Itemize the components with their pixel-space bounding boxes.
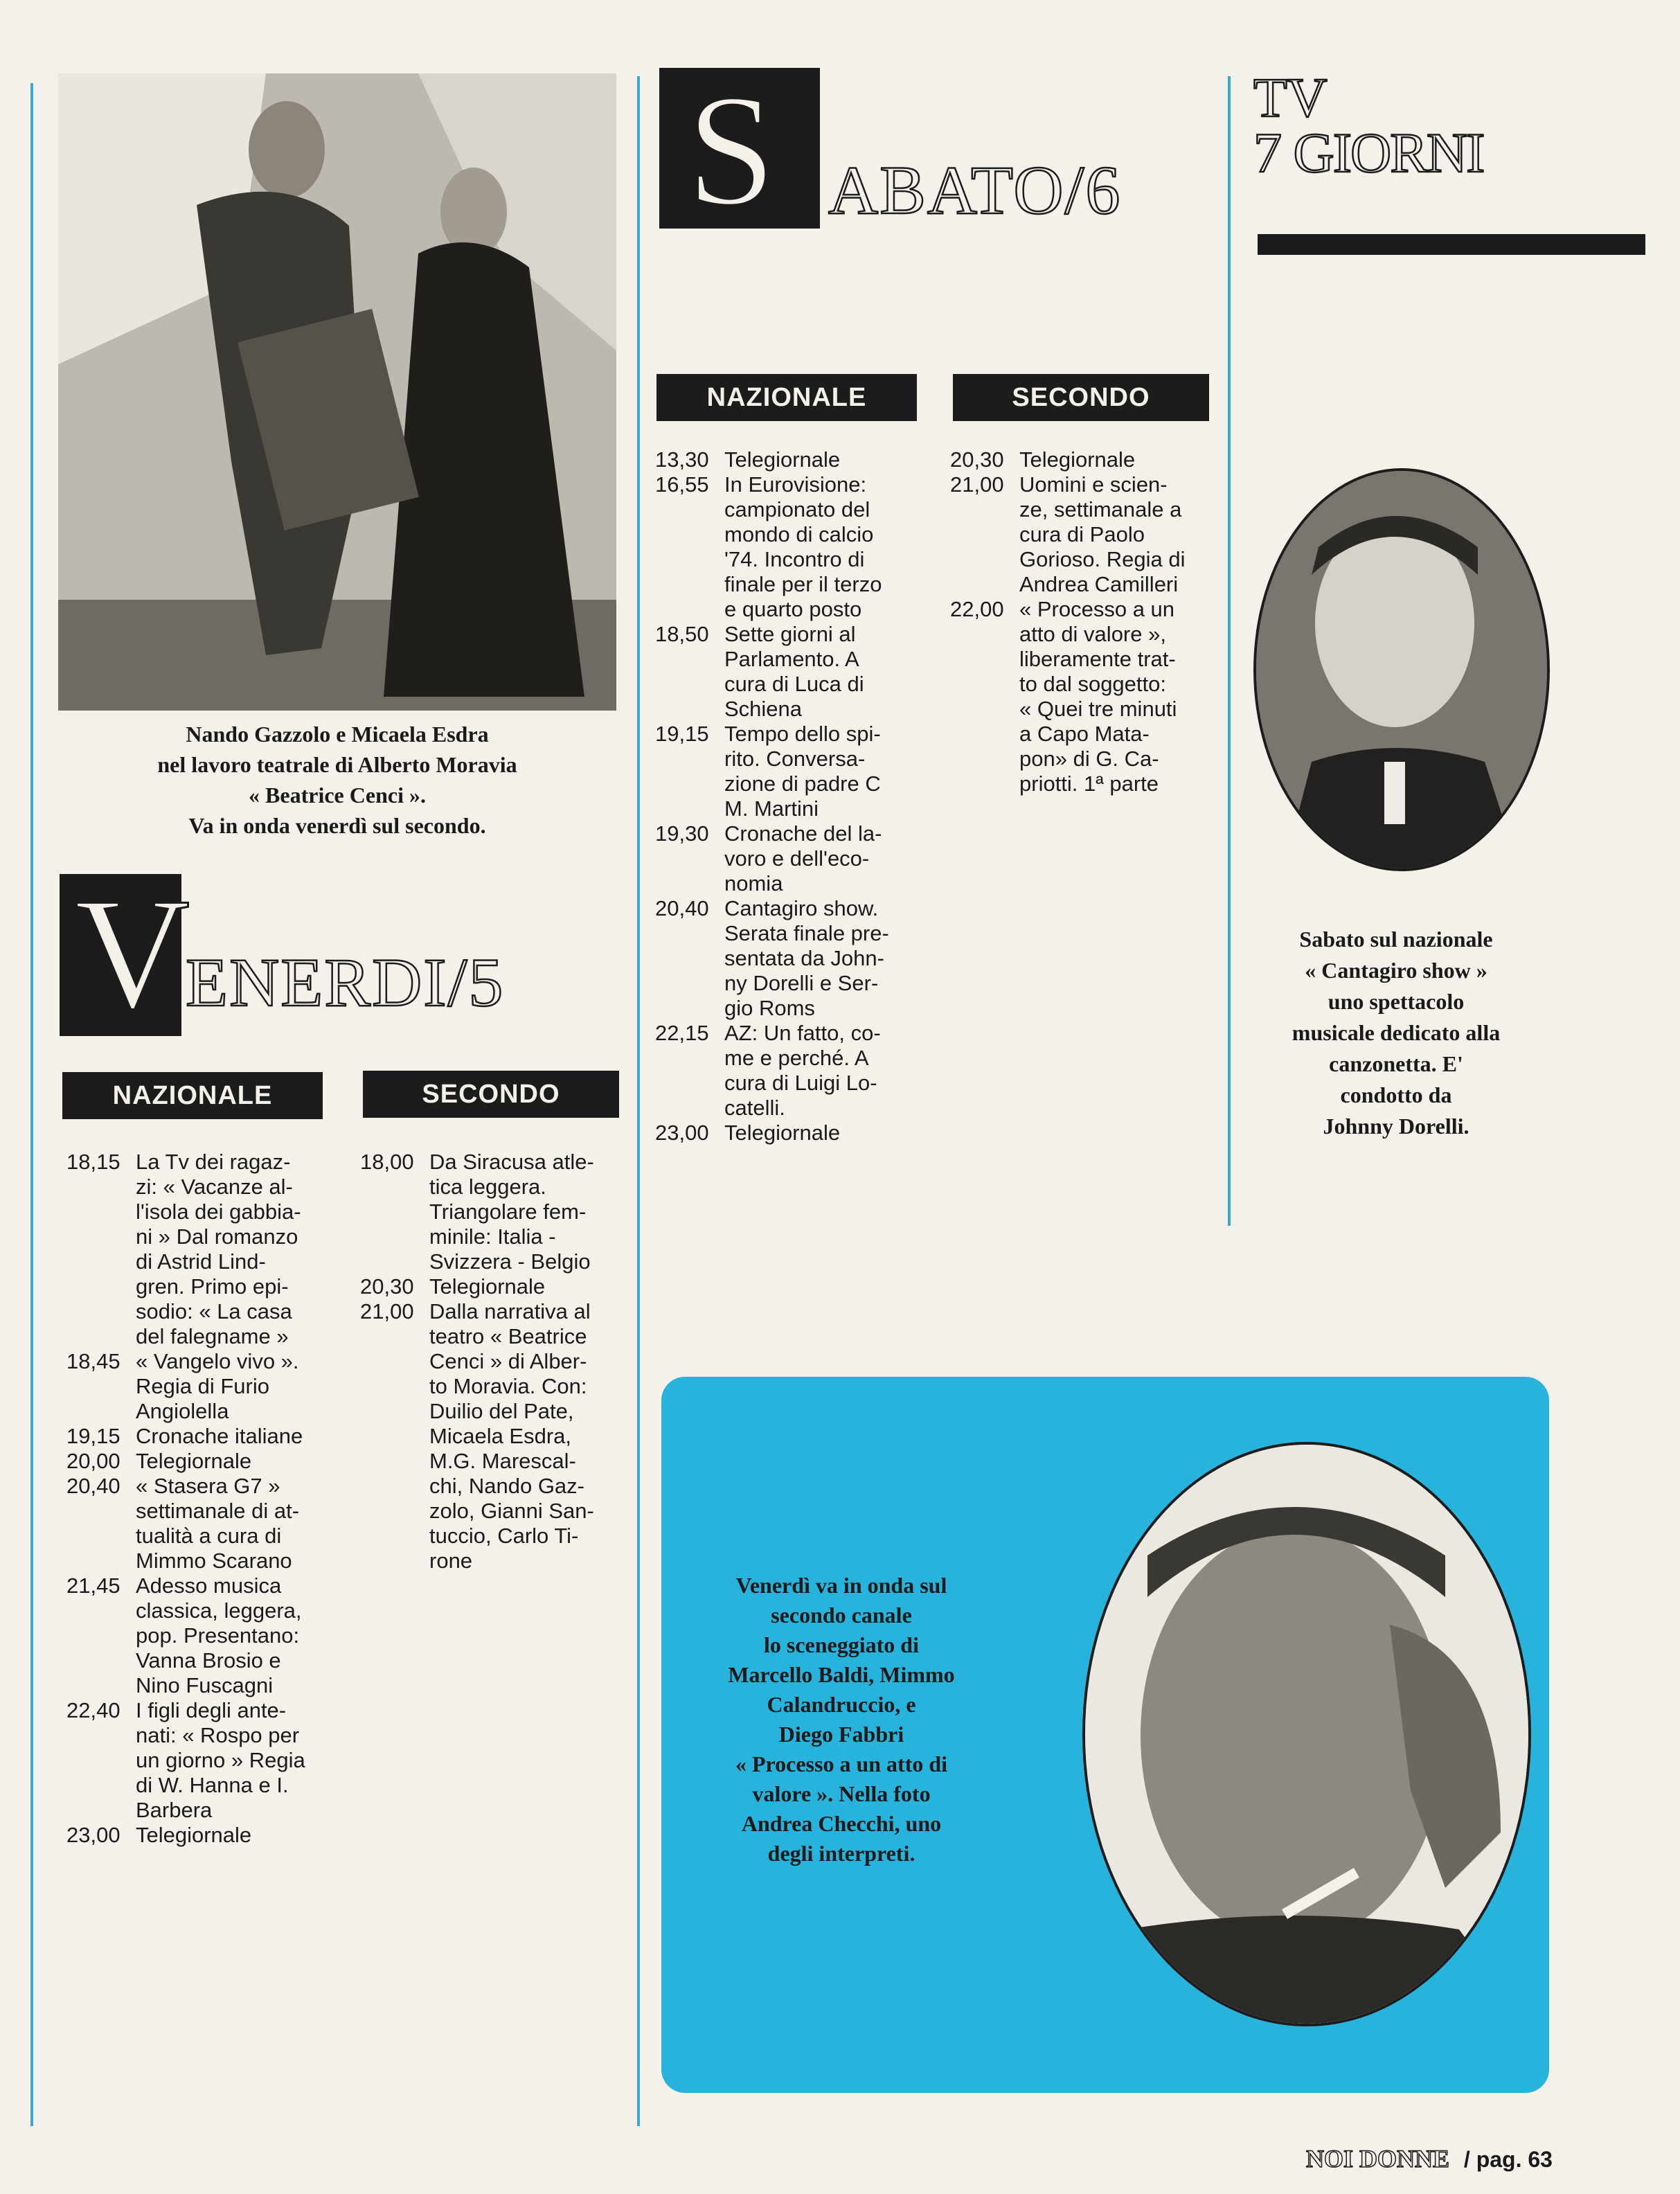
schedule-program: Cronache italiane	[136, 1424, 303, 1448]
caption-line: valore ». Nella foto	[752, 1781, 931, 1806]
caption-line: Sabato sul nazionale	[1299, 927, 1493, 952]
column-rule-right	[1228, 76, 1231, 1226]
schedule-entry	[950, 597, 1213, 796]
sabato-nazionale-label: NAZIONALE	[656, 374, 917, 421]
schedule-time: 22,15	[655, 1021, 709, 1045]
caption-line: Va in onda venerdì sul secondo.	[188, 813, 486, 838]
photo-johnny-dorelli	[1253, 468, 1550, 871]
sabato-initial-box	[659, 62, 820, 238]
caption-line: Andrea Checchi, uno	[741, 1811, 942, 1836]
venerdi-secondo-label: SECONDO	[363, 1071, 619, 1118]
schedule-entry	[655, 1121, 917, 1145]
schedule-program: Sette giorni al Parlamento. A cura di Luca di Schiena	[724, 622, 864, 721]
venerdi-secondo-schedule	[360, 1150, 623, 1573]
venerdi-initial-box	[60, 865, 190, 1042]
schedule-time: 21,45	[66, 1573, 120, 1598]
schedule-program: La Tv dei ragaz- zi: « Vacanze al- l'isola dei gabbia- ni » Dal romanzo di Astrid Lind- gren. Primo epi- sodio: « La casa del falegname »	[136, 1150, 301, 1348]
caption-line: canzonetta. E'	[1329, 1051, 1463, 1076]
caption-line: Marcello Baldi, Mimmo	[728, 1662, 955, 1687]
schedule-time: 20,30	[360, 1274, 414, 1299]
schedule-entry	[655, 722, 917, 821]
schedule-entry	[655, 821, 917, 896]
schedule-entry	[950, 472, 1213, 597]
schedule-time: 23,00	[66, 1823, 120, 1847]
schedule-time: 18,50	[655, 622, 709, 646]
schedule-entry	[66, 1698, 328, 1823]
masthead	[1253, 68, 1655, 184]
schedule-entry	[66, 1424, 328, 1449]
sabato-initial-letter: S	[687, 62, 776, 238]
caption-line: nel lavoro teatrale di Alberto Moravia	[157, 752, 517, 777]
schedule-program: Tempo dello spi- rito. Conversa- zione di padre C M. Martini	[724, 722, 881, 821]
footer-magazine: NOI DONNE	[1306, 2145, 1450, 2173]
masthead-rule	[1258, 234, 1645, 255]
schedule-time: 21,00	[360, 1299, 414, 1323]
schedule-program: In Eurovisione: campionato del mondo di calcio '74. Incontro di finale per il terzo e quarto posto	[724, 472, 882, 621]
photo-caption-top	[58, 719, 616, 841]
caption-right	[1237, 924, 1555, 1142]
schedule-entry	[360, 1150, 623, 1274]
caption-line: Venerdì va in onda sul	[735, 1573, 947, 1598]
schedule-entry	[655, 896, 917, 1021]
schedule-program: Cronache del la- voro e dell'eco- nomia	[724, 821, 882, 895]
schedule-program: Da Siracusa atle- tica leggera. Triangolare fem- minile: Italia - Svizzera - Belgio	[429, 1150, 594, 1274]
schedule-program: « Stasera G7 » settimanale di at- tualità a cura di Mimmo Scarano	[136, 1474, 300, 1573]
caption-line: « Processo a un atto di	[735, 1751, 948, 1776]
sabato-title: ABATO/6	[828, 152, 1122, 229]
schedule-time: 21,00	[950, 472, 1004, 497]
caption-line: musicale dedicato alla	[1292, 1020, 1501, 1045]
schedule-program: Telegiornale	[429, 1274, 546, 1299]
caption-line: Nando Gazzolo e Micaela Esdra	[186, 722, 489, 747]
caption-line: Calandruccio, e	[767, 1692, 916, 1717]
caption-line: « Cantagiro show »	[1305, 958, 1487, 983]
schedule-entry	[655, 472, 917, 622]
schedule-entry	[950, 447, 1213, 472]
schedule-program: Telegiornale	[724, 447, 841, 472]
schedule-entry	[655, 447, 917, 472]
masthead-tv: TV	[1253, 68, 1328, 129]
schedule-program: Adesso musica classica, leggera, pop. Presentano: Vanna Brosio e Nino Fuscagni	[136, 1573, 302, 1697]
venerdi-nazionale-label: NAZIONALE	[62, 1072, 323, 1119]
schedule-time: 19,15	[66, 1424, 120, 1448]
schedule-entry	[655, 1021, 917, 1121]
caption-line: lo sceneggiato di	[764, 1632, 919, 1657]
schedule-time: 22,40	[66, 1698, 120, 1722]
schedule-time: 19,30	[655, 821, 709, 846]
column-rule-left	[30, 83, 33, 2126]
caption-line: condotto da	[1340, 1082, 1452, 1107]
schedule-time: 20,00	[66, 1449, 120, 1473]
schedule-time: 16,55	[655, 472, 709, 497]
schedule-program: Dalla narrativa al teatro « Beatrice Cenci » di Alber- to Moravia. Con: Duilio del Pate, Micaela Esdra, M.G. Marescal- chi, Nando Gaz- zolo, Gianni San- tuccio, Carlo Ti- rone	[429, 1299, 594, 1573]
schedule-time: 20,40	[66, 1474, 120, 1498]
schedule-entry	[66, 1349, 328, 1424]
caption-line: « Beatrice Cenci ».	[249, 783, 426, 808]
schedule-entry	[66, 1823, 328, 1848]
venerdi-title: ENERDI/5	[186, 944, 505, 1021]
schedule-program: Telegiornale	[136, 1823, 252, 1847]
sabato-nazionale-schedule	[655, 447, 917, 1145]
schedule-program: Telegiornale	[724, 1121, 841, 1145]
venerdi-initial-letter: V	[75, 865, 190, 1042]
schedule-time: 22,00	[950, 597, 1004, 621]
schedule-time: 18,00	[360, 1150, 414, 1174]
caption-line: Diego Fabbri	[778, 1722, 904, 1747]
footer-page: / pag. 63	[1463, 2147, 1553, 2172]
caption-line: uno spettacolo	[1328, 989, 1465, 1014]
caption-blue	[679, 1571, 1004, 1869]
masthead-giorni: 7 GIORNI	[1253, 121, 1484, 184]
schedule-program: Cantagiro show. Serata finale pre- sentata da John- ny Dorelli e Ser- gio Roms	[724, 896, 889, 1020]
schedule-program: « Processo a un atto di valore », liberamente trat- to dal soggetto: « Quei tre minuti a Capo Mata- pon» di G. Ca- priotti. 1ª parte	[1019, 597, 1177, 796]
schedule-time: 23,00	[655, 1121, 709, 1145]
schedule-time: 19,15	[655, 722, 709, 746]
schedule-program: I figli degli ante- nati: « Rospo per un giorno » Regia di W. Hanna e I. Barbera	[136, 1698, 305, 1822]
schedule-time: 18,15	[66, 1150, 120, 1174]
caption-line: secondo canale	[771, 1603, 912, 1627]
schedule-program: AZ: Un fatto, co- me e perché. A cura di Luigi Lo- catelli.	[724, 1021, 881, 1120]
schedule-program: Telegiornale	[136, 1449, 252, 1473]
schedule-entry	[360, 1299, 623, 1573]
schedule-entry	[655, 622, 917, 722]
schedule-entry	[66, 1150, 328, 1349]
photo-andrea-checchi	[1082, 1442, 1531, 2026]
sabato-secondo-schedule	[950, 447, 1213, 796]
caption-line: Johnny Dorelli.	[1323, 1114, 1469, 1139]
schedule-program: Uomini e scien- ze, settimanale a cura di Paolo Gorioso. Regia di Andrea Camilleri	[1019, 472, 1186, 596]
venerdi-nazionale-schedule	[66, 1150, 328, 1848]
schedule-time: 20,40	[655, 896, 709, 920]
schedule-entry	[360, 1274, 623, 1299]
schedule-entry	[66, 1449, 328, 1474]
schedule-entry	[66, 1474, 328, 1573]
schedule-time: 13,30	[655, 447, 709, 472]
schedule-time: 20,30	[950, 447, 1004, 472]
schedule-program: Telegiornale	[1019, 447, 1136, 472]
sabato-secondo-label: SECONDO	[953, 374, 1209, 421]
schedule-time: 18,45	[66, 1349, 120, 1373]
footer	[1306, 2144, 1553, 2173]
caption-line: degli interpreti.	[767, 1841, 915, 1866]
photo-beatrice-cenci	[58, 73, 616, 711]
schedule-entry	[66, 1573, 328, 1698]
schedule-program: « Vangelo vivo ». Regia di Furio Angiolella	[136, 1349, 299, 1423]
column-rule-middle	[637, 76, 640, 2126]
